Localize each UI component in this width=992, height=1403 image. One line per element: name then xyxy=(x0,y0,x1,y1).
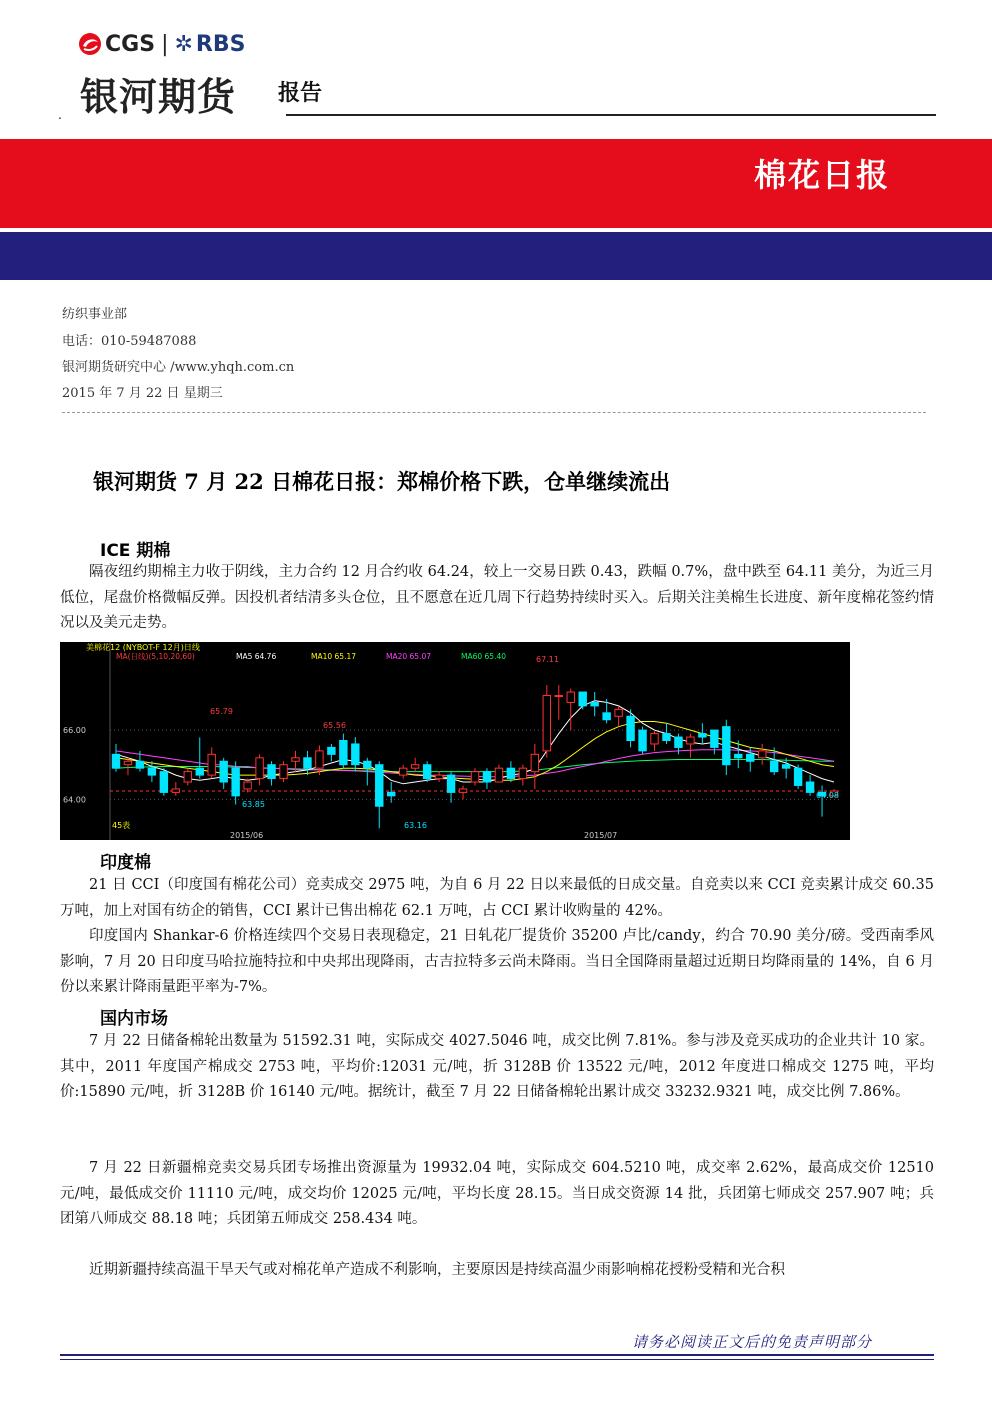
candle-body xyxy=(699,734,706,737)
candle xyxy=(388,782,395,803)
candle-body xyxy=(399,768,406,775)
candle-body xyxy=(364,761,371,768)
candle xyxy=(591,692,598,716)
legend-entry: MA(日线)(5,10,20,60) xyxy=(116,652,195,661)
candle-body xyxy=(651,734,658,744)
legend-entry: MA10 65.17 xyxy=(311,652,356,661)
candle xyxy=(208,747,215,778)
candle-body xyxy=(435,775,442,778)
candle-body xyxy=(459,789,466,792)
candle xyxy=(148,761,155,782)
paragraph: 隔夜纽约期棉主力收于阴线，主力合约 12 月合约收 64.24，较上一交易日跌 0.43，跌幅 0.7%，盘中跌至 64.11 美分，为近三月低位，尾盘价格微幅反弹。因投机者结清多头仓位，且不愿意在近几周下行趋势持续时买入。后期关注美棉生长进度、新年度棉花签约情况以及美元走势。 xyxy=(60,564,934,631)
candle-body xyxy=(208,754,215,775)
candle-body xyxy=(256,758,263,779)
dashed-divider xyxy=(62,412,926,413)
section-heading-india: 印度棉 xyxy=(100,853,151,873)
candle xyxy=(399,765,406,779)
legend-entry: MA60 65.40 xyxy=(461,652,506,661)
candle-body xyxy=(136,761,143,768)
candle-body xyxy=(639,730,646,751)
candle xyxy=(172,782,179,796)
candle xyxy=(782,758,789,779)
candle-body xyxy=(495,768,502,782)
indicator-label: 45表 xyxy=(112,821,131,830)
candle-body xyxy=(471,772,478,782)
candle xyxy=(495,765,502,782)
candle xyxy=(519,765,526,786)
candle xyxy=(352,737,359,772)
candle xyxy=(316,745,323,775)
disclaimer-note: 请务必阅读正文后的免责声明部分 xyxy=(632,1333,873,1351)
footer-divider xyxy=(60,1354,934,1356)
candle xyxy=(806,775,813,796)
section-heading-domestic: 国内市场 xyxy=(100,1009,168,1029)
candle xyxy=(507,761,514,782)
x-tick-label: 2015/07 xyxy=(584,831,618,840)
candle xyxy=(435,772,442,782)
company-name: 银河期货 xyxy=(80,75,237,119)
phone: 电话：010-59487088 xyxy=(62,334,197,349)
candle-body xyxy=(268,765,275,779)
section-heading-ice: ICE 期棉 xyxy=(100,541,171,561)
paragraph: 7 月 22 日储备棉轮出数量为 51592.31 吨，实际成交 4027.5046 吨，成交比例 7.81%。参与涉及竞买成功的企业共计 10 家。其中，2011 年度国产棉成交 2753 吨，平均价:12031 元/吨，折 3128B 价 13522 元/吨，2012 年度进口棉成交 1275 吨，平均价:15890 元/吨，折 3128B 价 16140 元/吨。据统计，截至 7 月 22 日储备棉轮出累计成交 33232.9321 吨，成交比例 7.86%。 xyxy=(60,1033,934,1100)
candle xyxy=(160,768,167,796)
candle xyxy=(411,758,418,772)
candle xyxy=(423,761,430,782)
candle-body xyxy=(280,765,287,779)
domestic-paragraph-1 xyxy=(60,1029,934,1106)
candle-body xyxy=(316,751,323,768)
candle-body xyxy=(304,758,311,768)
candle xyxy=(112,744,119,772)
candle-body xyxy=(794,768,801,785)
report-date: 2015 年 7 月 22 日 星期三 xyxy=(62,386,223,401)
candle-body xyxy=(770,761,777,771)
candle xyxy=(663,723,670,744)
candle xyxy=(555,685,562,720)
legend-entry: MA20 65.07 xyxy=(386,652,431,661)
price-annotation: 65.79 xyxy=(210,707,233,716)
candle-body xyxy=(627,716,634,740)
logo-rbs-text: RBS xyxy=(195,31,246,57)
candle xyxy=(471,768,478,785)
header-divider xyxy=(286,114,936,116)
candle xyxy=(244,779,251,793)
candle-body xyxy=(507,768,514,778)
candle-body xyxy=(232,768,239,796)
candle-body xyxy=(196,768,203,775)
candle-body xyxy=(555,696,562,697)
chart-title: 美棉花12 (NYBOT-F 12月)日线 xyxy=(86,643,200,652)
candle-body xyxy=(663,734,670,741)
candle-body xyxy=(591,702,598,705)
candle xyxy=(794,765,801,789)
candle xyxy=(483,768,490,789)
candle xyxy=(711,730,718,754)
candle-body xyxy=(292,758,299,761)
blue-banner xyxy=(0,232,992,280)
candle xyxy=(543,685,550,758)
paragraph: 印度国内 Shankar-6 价格连续四个交易日表现稳定，21 日轧花厂提货价 35200 卢比/candy，约合 70.90 美分/磅。受西南季风影响，7 月 20 日印度马哈拉施特拉和中央邦出现降雨，古吉拉特多云尚未降雨。当日全国降雨量超过近期日均降雨量的 14%，自 6 月份以来累计降雨量距平率为-7%。 xyxy=(60,928,934,995)
price-annotation: 63.16 xyxy=(404,821,427,830)
price-annotation: 67.11 xyxy=(536,655,559,664)
candle xyxy=(232,761,239,804)
research-center-link[interactable]: 银河期货研究中心 /www.yhqh.com.cn xyxy=(62,360,295,375)
candle-body xyxy=(579,692,586,706)
candle xyxy=(256,754,263,785)
candle xyxy=(651,730,658,751)
candle-body xyxy=(124,761,131,764)
candle xyxy=(447,772,454,803)
ice-paragraph xyxy=(60,560,934,637)
logo-cgs-text: CGS xyxy=(105,31,156,57)
candle xyxy=(184,768,191,785)
candle xyxy=(699,723,706,744)
candle-body xyxy=(447,775,454,792)
candle-body xyxy=(567,692,574,702)
candle xyxy=(220,758,227,789)
paragraph: 近期新疆持续高温干旱天气或对棉花单产造成不利影响，主要原因是持续高温少雨影响棉花授粉受精和光合积 xyxy=(89,1262,785,1278)
candle xyxy=(268,761,275,785)
candle xyxy=(376,761,383,828)
y-tick-label: 64.00 xyxy=(63,795,86,805)
cgs-logo-icon xyxy=(78,32,102,56)
paragraph: 21 日 CCI（印度国有棉花公司）竞卖成交 2975 吨，为自 6 月 22 日以来最低的日成交量。自竞卖以来 CCI 竞卖累计成交 60.35 万吨，加上对国有纺企的销售，CCI 累计已售出棉花 62.1 万吨，占 CCI 累计收购量的 42%。 xyxy=(60,877,934,919)
candle-body xyxy=(244,782,251,789)
candle xyxy=(280,761,287,782)
candle-body xyxy=(352,744,359,765)
candle xyxy=(579,692,586,710)
candle-body xyxy=(687,737,694,744)
department: 纺织事业部 xyxy=(62,307,128,322)
candle-body xyxy=(615,709,622,716)
report-type: 报告 xyxy=(278,81,323,106)
india-paragraphs xyxy=(60,873,934,1001)
candle-body xyxy=(782,765,789,768)
paragraph: 7 月 22 日新疆棉竞卖交易兵团专场推出资源量为 19932.04 吨，实际成交 604.5210 吨，成交率 2.62%，最高成交价 12510 元/吨，最低成交价 11110 元/吨，成交均价 12025 元/吨，平均长度 28.15。当日成交资源 14 批，兵团第七师成交 257.907 吨；兵团第八师成交 88.18 吨；兵团第五师成交 258.434 吨。 xyxy=(60,1160,934,1227)
candle-body xyxy=(172,789,179,792)
candlestick-chart xyxy=(60,642,850,840)
price-annotation: 63.85 xyxy=(242,800,265,809)
candle-body xyxy=(747,754,754,761)
footer-divider-thin xyxy=(60,1359,934,1360)
candle-body xyxy=(483,772,490,782)
candle-body xyxy=(388,792,395,795)
candle xyxy=(340,734,347,769)
candle xyxy=(328,744,335,761)
domestic-paragraph-3 xyxy=(60,1258,934,1284)
candle-body xyxy=(519,768,526,778)
candle-body xyxy=(411,765,418,768)
candle xyxy=(531,744,538,789)
candle-body xyxy=(184,772,191,782)
candle-body xyxy=(112,754,119,768)
x-tick-label: 2015/06 xyxy=(230,831,264,840)
rbs-logo-icon: ✲ xyxy=(174,31,193,57)
candle xyxy=(124,758,131,775)
price-annotation: 65.56 xyxy=(323,721,346,730)
report-title: 棉花日报 xyxy=(753,156,890,194)
candle-body xyxy=(711,730,718,747)
candle-body xyxy=(376,765,383,807)
candle-body xyxy=(148,768,155,775)
candle xyxy=(304,751,311,775)
article-title: 银河期货 7 月 22 日棉花日报：郑棉价格下跌，仓单继续流出 xyxy=(93,469,671,494)
candle xyxy=(759,744,766,765)
candle-body xyxy=(806,782,813,792)
candle xyxy=(459,785,466,799)
candle-body xyxy=(543,696,550,751)
candle xyxy=(603,699,610,723)
candle-body xyxy=(220,761,227,782)
candle xyxy=(687,734,694,758)
candle xyxy=(567,689,574,731)
logo-separator: | xyxy=(161,31,169,57)
candle xyxy=(196,737,203,778)
candle-body xyxy=(531,754,538,771)
candle-body xyxy=(160,772,167,793)
header-dot: . xyxy=(58,108,62,122)
candle-body xyxy=(340,741,347,765)
candle-body xyxy=(735,754,742,757)
candle-body xyxy=(328,747,335,754)
company-logo xyxy=(78,30,268,58)
candle-body xyxy=(423,765,430,779)
candle xyxy=(723,720,730,775)
price-annotation: 64.08 xyxy=(816,791,839,800)
y-tick-label: 66.00 xyxy=(63,726,86,736)
cotton-futures-chart xyxy=(60,642,850,840)
candle-body xyxy=(759,751,766,758)
candle-body xyxy=(603,713,610,720)
domestic-paragraph-2 xyxy=(60,1156,934,1233)
candle xyxy=(615,706,622,727)
legend-entry: MA5 64.76 xyxy=(236,652,277,661)
candle xyxy=(639,727,646,755)
candle-body xyxy=(675,737,682,747)
candle-body xyxy=(723,727,730,765)
